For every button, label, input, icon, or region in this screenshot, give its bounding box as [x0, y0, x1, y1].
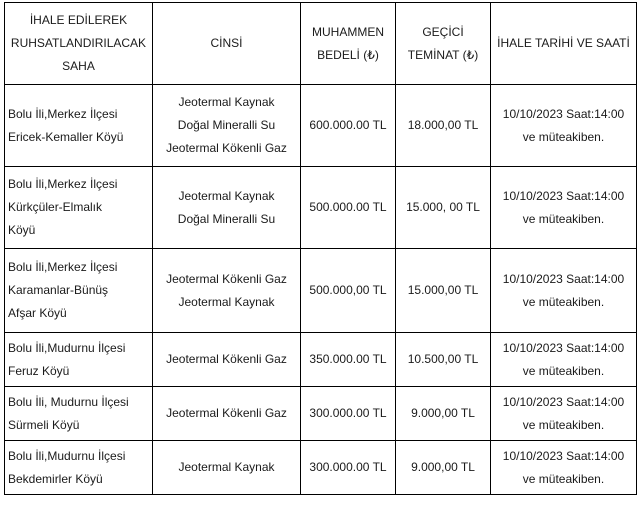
site-cell: Bolu İli, Mudurnu İlçesi Sürmeli Köyü: [5, 387, 153, 441]
date-cell: 10/10/2023 Saat:14:00 ve müteakiben.: [491, 249, 637, 333]
table-row: [5, 387, 637, 441]
value-cell: 600.000.00 TL: [301, 85, 396, 167]
deposit-cell: 9.000,00 TL: [396, 441, 491, 495]
value-cell: 300.000.00 TL: [301, 441, 396, 495]
value-cell: 300.000.00 TL: [301, 387, 396, 441]
table-row: [5, 167, 637, 249]
kind-cell: Jeotermal Kökenli Gaz: [153, 387, 301, 441]
date-cell: 10/10/2023 Saat:14:00 ve müteakiben.: [491, 167, 637, 249]
kind-cell: Jeotermal Kaynak Doğal Mineralli Su: [153, 167, 301, 249]
deposit-cell: 9.000,00 TL: [396, 387, 491, 441]
site-cell: Bolu İli,Merkez İlçesi Karamanlar-Bünüş Afşar Köyü: [5, 249, 153, 333]
header-value: MUHAMMEN BEDELİ (₺): [301, 3, 396, 85]
header-row: [5, 3, 637, 85]
value-cell: 500.000.00 TL: [301, 167, 396, 249]
date-cell: 10/10/2023 Saat:14:00 ve müteakiben.: [491, 333, 637, 387]
kind-cell: Jeotermal Kökenli Gaz Jeotermal Kaynak: [153, 249, 301, 333]
kind-cell: Jeotermal Kaynak Doğal Mineralli Su Jeotermal Kökenli Gaz: [153, 85, 301, 167]
header-kind: CİNSİ: [153, 3, 301, 85]
header-deposit: GEÇİCİ TEMİNAT (₺): [396, 3, 491, 85]
tender-table: [4, 2, 637, 495]
deposit-cell: 18.000,00 TL: [396, 85, 491, 167]
value-cell: 350.000.00 TL: [301, 333, 396, 387]
header-date: İHALE TARİHİ VE SAATİ: [491, 3, 637, 85]
site-cell: Bolu İli,Mudurnu İlçesi Feruz Köyü: [5, 333, 153, 387]
site-cell: Bolu İli,Merkez İlçesi Kürkçüler-Elmalık Köyü: [5, 167, 153, 249]
deposit-cell: 15.000, 00 TL: [396, 167, 491, 249]
date-cell: 10/10/2023 Saat:14:00 ve müteakiben.: [491, 441, 637, 495]
value-cell: 500.000,00 TL: [301, 249, 396, 333]
kind-cell: Jeotermal Kaynak: [153, 441, 301, 495]
deposit-cell: 15.000,00 TL: [396, 249, 491, 333]
site-cell: Bolu İli,Mudurnu İlçesi Bekdemirler Köyü: [5, 441, 153, 495]
table-row: [5, 441, 637, 495]
date-cell: 10/10/2023 Saat:14:00 ve müteakiben.: [491, 85, 637, 167]
kind-cell: Jeotermal Kökenli Gaz: [153, 333, 301, 387]
header-site: İHALE EDİLEREK RUHSATLANDIRILACAK SAHA: [5, 3, 153, 85]
deposit-cell: 10.500,00 TL: [396, 333, 491, 387]
date-cell: 10/10/2023 Saat:14:00 ve müteakiben.: [491, 387, 637, 441]
site-cell: Bolu İli,Merkez İlçesi Ericek-Kemaller Köyü: [5, 85, 153, 167]
table-row: [5, 85, 637, 167]
table-row: [5, 249, 637, 333]
table-row: [5, 333, 637, 387]
